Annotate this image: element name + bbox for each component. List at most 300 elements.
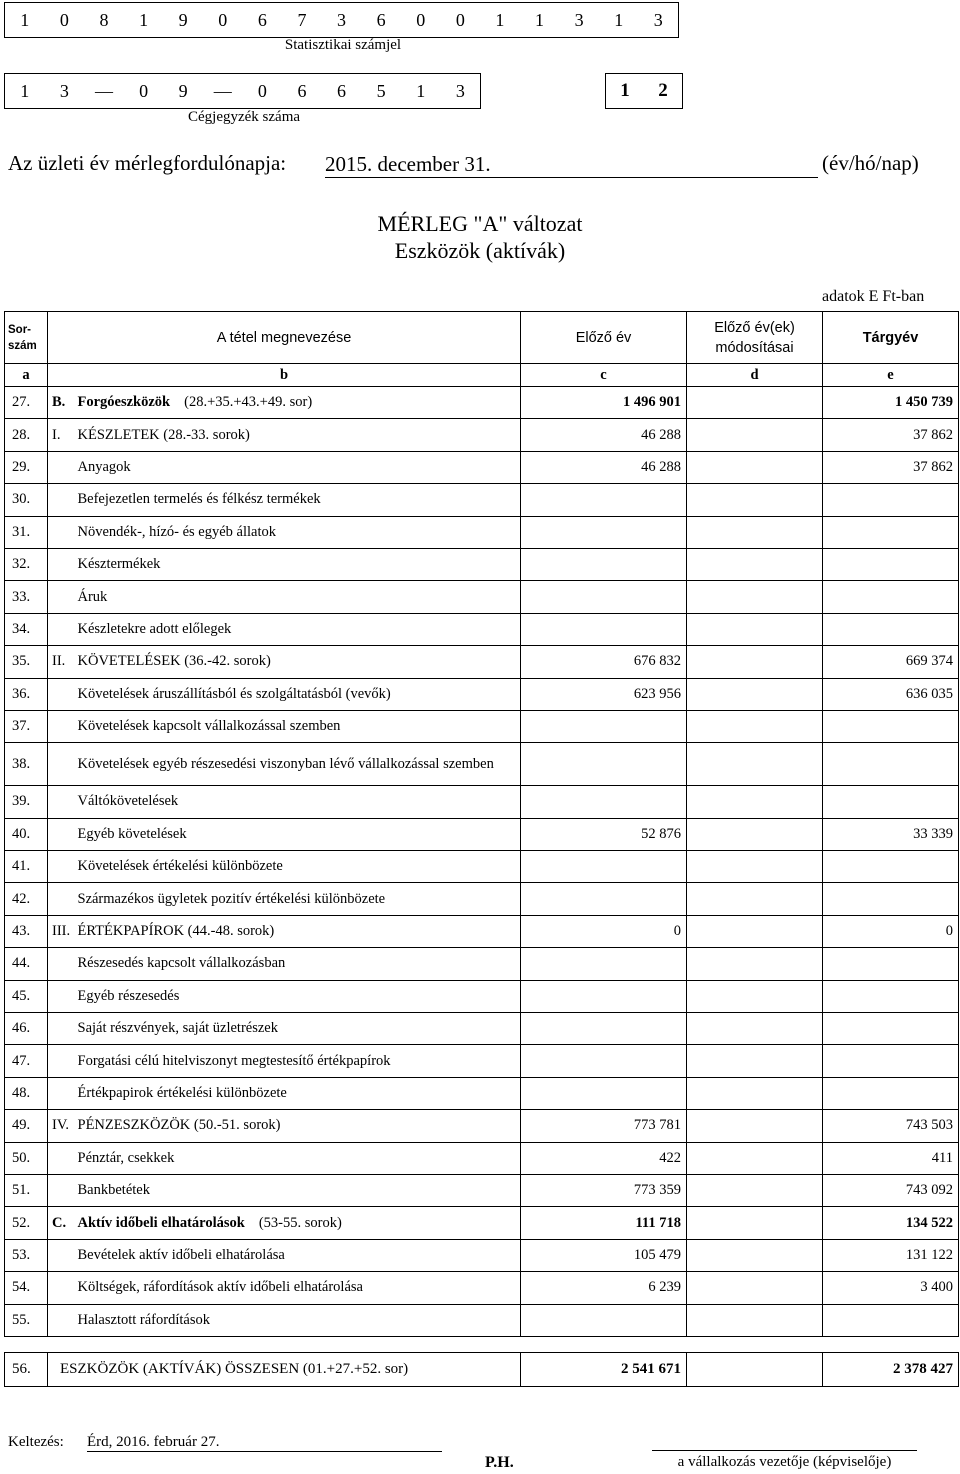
row-curr-value: 37 862 xyxy=(823,451,959,483)
row-roman xyxy=(48,1272,76,1304)
row-curr-value xyxy=(823,1077,959,1109)
table-row xyxy=(5,484,959,516)
row-curr-value: 134 522 xyxy=(823,1207,959,1239)
row-prev-value: 46 288 xyxy=(521,419,687,451)
keltezes-label: Keltezés: xyxy=(8,1434,64,1450)
row-mod-value xyxy=(687,1110,823,1142)
digit-cell: 9 xyxy=(178,10,188,30)
row-curr-value xyxy=(823,581,959,613)
row-name-text: Áruk xyxy=(77,588,108,605)
row-prev-value xyxy=(521,581,687,613)
row-name-text: Pénztár, csekkek xyxy=(77,1149,175,1166)
row-roman xyxy=(48,548,76,580)
digit-cell: — xyxy=(94,81,113,101)
row-prev-value xyxy=(521,516,687,548)
row-prev-value xyxy=(521,1045,687,1077)
row-roman xyxy=(48,743,76,786)
row-mod-value xyxy=(687,1239,823,1271)
row-number: 28. xyxy=(5,419,48,451)
unit-label: adatok E Ft-ban xyxy=(822,288,925,305)
row-mod-value xyxy=(687,948,823,980)
row-roman: IV. xyxy=(48,1110,76,1142)
signer-label: a vállalkozás vezetője (képviselője) xyxy=(677,1454,892,1470)
row-number: 32. xyxy=(5,548,48,580)
row-mod-value xyxy=(687,710,823,742)
row-curr-value xyxy=(823,1013,959,1045)
row-name-text: Forgóeszközök xyxy=(77,394,171,411)
row-number: 38. xyxy=(5,743,48,786)
col-letter-b: b xyxy=(48,364,521,387)
col-letter-c: c xyxy=(521,364,687,387)
table-row xyxy=(5,915,959,947)
table-row xyxy=(5,548,959,580)
table-row xyxy=(5,1239,959,1271)
digit-cell: 3 xyxy=(337,10,347,30)
row-name-text: Aktív időbeli elhatárolások xyxy=(77,1214,245,1231)
digit-cell: 0 xyxy=(416,10,426,30)
digit-cell: 1 xyxy=(495,10,505,30)
row-name xyxy=(76,915,521,947)
row-mod-value xyxy=(687,1272,823,1304)
row-mod-value xyxy=(687,743,823,786)
row-name xyxy=(76,581,521,613)
table-row xyxy=(5,883,959,915)
row-prev-value xyxy=(521,1013,687,1045)
table-row xyxy=(5,1045,959,1077)
row-name-text: Váltókövetelések xyxy=(77,793,179,810)
row-mod-value xyxy=(687,678,823,710)
row-roman xyxy=(48,1045,76,1077)
row-roman xyxy=(48,1239,76,1271)
company-reg-label: Cégjegyzék száma xyxy=(187,109,301,125)
table-row xyxy=(5,1174,959,1206)
row-roman xyxy=(48,948,76,980)
row-number: 42. xyxy=(5,883,48,915)
table-row xyxy=(5,743,959,786)
row-mod-value xyxy=(687,818,823,850)
row-curr-value xyxy=(823,948,959,980)
digit-cell: 5 xyxy=(376,81,386,101)
row-roman xyxy=(48,516,76,548)
digit-cell: 7 xyxy=(297,10,307,30)
row-number: 36. xyxy=(5,678,48,710)
row-name xyxy=(76,980,521,1012)
row-mod-value xyxy=(687,646,823,678)
row-name xyxy=(76,1304,521,1336)
ph-label: P.H. xyxy=(485,1454,514,1471)
row-prev-value: 773 781 xyxy=(521,1110,687,1142)
row-prev-value xyxy=(521,786,687,818)
row-name xyxy=(76,1272,521,1304)
company-reg-extra-boxes xyxy=(605,73,683,109)
row-name-text: Értékpapirok értékelési különbözete xyxy=(77,1085,287,1101)
row-prev-value: 46 288 xyxy=(521,451,687,483)
row-number: 30. xyxy=(5,484,48,516)
digit-cell: 1 xyxy=(614,10,624,30)
row-number: 55. xyxy=(5,1304,48,1336)
table-row xyxy=(5,818,959,850)
row-name-text: Anyagok xyxy=(77,458,131,475)
total-table xyxy=(4,1352,959,1387)
table-row xyxy=(5,1272,959,1304)
row-name-text: Egyéb követelések xyxy=(77,825,187,842)
balance-date-value: 2015. december 31. xyxy=(325,151,818,178)
row-mod-value xyxy=(687,1207,823,1239)
row-name xyxy=(76,851,521,883)
row-number: 45. xyxy=(5,980,48,1012)
row-number: 48. xyxy=(5,1077,48,1109)
digit-cell: 3 xyxy=(653,10,663,30)
row-mod-value xyxy=(687,387,823,419)
table-row xyxy=(5,710,959,742)
table-row xyxy=(5,1304,959,1336)
row-prev-value xyxy=(521,1077,687,1109)
row-number: 52. xyxy=(5,1207,48,1239)
keltezes-value: Érd, 2016. február 27. xyxy=(87,1434,442,1452)
row-mod-value xyxy=(687,1013,823,1045)
row-name-text: Befejezetlen termelés és félkész termékek xyxy=(77,491,321,508)
digit-cell: 2 xyxy=(658,80,668,101)
digit-cell: 8 xyxy=(99,10,109,30)
row-prev-value: 422 xyxy=(521,1142,687,1174)
row-name xyxy=(76,786,521,818)
row-prev-value xyxy=(521,948,687,980)
row-prev-value xyxy=(521,851,687,883)
row-roman: I. xyxy=(48,419,76,451)
col-header-mod: Előző év(ek) módosításai xyxy=(687,312,823,364)
row-number: 44. xyxy=(5,948,48,980)
row-number: 50. xyxy=(5,1142,48,1174)
row-name xyxy=(76,646,521,678)
row-name-text: ÉRTÉKPAPÍROK (44.-48. sorok) xyxy=(77,923,275,940)
table-row xyxy=(5,1142,959,1174)
table-row xyxy=(5,678,959,710)
row-name xyxy=(76,1045,521,1077)
row-name xyxy=(76,1110,521,1142)
digit-cell: 1 xyxy=(139,10,149,30)
table-row xyxy=(5,387,959,419)
row-curr-value xyxy=(823,1045,959,1077)
table-header-row xyxy=(5,312,959,364)
digit-cell: 3 xyxy=(455,81,465,101)
row-number: 29. xyxy=(5,451,48,483)
col-letter-d: d xyxy=(687,364,823,387)
row-number: 54. xyxy=(5,1272,48,1304)
digit-cell: 6 xyxy=(257,10,267,30)
row-name xyxy=(76,818,521,850)
row-mod-value xyxy=(687,1174,823,1206)
row-name-text: Költségek, ráfordítások aktív időbeli elhatárolása xyxy=(77,1279,363,1296)
row-roman xyxy=(48,818,76,850)
col-letter-e: e xyxy=(823,364,959,387)
row-roman xyxy=(48,451,76,483)
row-name xyxy=(76,516,521,548)
row-name xyxy=(76,948,521,980)
digit-cell: 0 xyxy=(257,81,267,101)
digit-cell: 3 xyxy=(574,10,584,30)
stat-number-boxes xyxy=(4,2,679,38)
digit-cell: 1 xyxy=(20,10,30,30)
row-name-text: Követelések kapcsolt vállalkozással szemben xyxy=(77,718,341,735)
total-row-name: ESZKÖZÖK (AKTÍVÁK) ÖSSZESEN (01.+27.+52. sor) xyxy=(48,1353,521,1387)
table-row xyxy=(5,581,959,613)
row-mod-value xyxy=(687,980,823,1012)
row-name-text: Bankbetétek xyxy=(77,1182,150,1199)
row-number: 40. xyxy=(5,818,48,850)
row-curr-value xyxy=(823,743,959,786)
row-name xyxy=(76,1142,521,1174)
row-roman: II. xyxy=(48,646,76,678)
digit-cell: 0 xyxy=(139,81,149,101)
row-curr-value: 33 339 xyxy=(823,818,959,850)
row-roman xyxy=(48,786,76,818)
row-curr-value xyxy=(823,1304,959,1336)
row-prev-value xyxy=(521,1304,687,1336)
row-name-text: Késztermékek xyxy=(77,556,161,573)
row-roman xyxy=(48,1013,76,1045)
total-row-curr: 2 378 427 xyxy=(823,1353,959,1387)
row-curr-value: 636 035 xyxy=(823,678,959,710)
row-roman xyxy=(48,484,76,516)
page-title: MÉRLEG "A" változat xyxy=(377,211,583,236)
row-curr-value xyxy=(823,883,959,915)
row-number: 46. xyxy=(5,1013,48,1045)
digit-cell: 1 xyxy=(535,10,545,30)
stat-number-label: Statisztikai számjel xyxy=(284,37,402,53)
row-roman xyxy=(48,678,76,710)
row-mod-value xyxy=(687,883,823,915)
row-mod-value xyxy=(687,613,823,645)
row-name-text: Egyéb részesedés xyxy=(77,987,180,1004)
row-mod-value xyxy=(687,1304,823,1336)
row-name xyxy=(76,548,521,580)
digit-cell: 0 xyxy=(455,10,465,30)
row-name-extra: (53-55. sorok) xyxy=(258,1214,342,1231)
row-number: 34. xyxy=(5,613,48,645)
table-row xyxy=(5,1013,959,1045)
table-row xyxy=(5,1077,959,1109)
row-prev-value xyxy=(521,710,687,742)
col-header-sorszam: Sor-szám xyxy=(5,312,48,364)
row-mod-value xyxy=(687,1045,823,1077)
row-prev-value: 623 956 xyxy=(521,678,687,710)
row-prev-value xyxy=(521,743,687,786)
row-roman xyxy=(48,613,76,645)
row-roman xyxy=(48,851,76,883)
row-number: 41. xyxy=(5,851,48,883)
row-curr-value xyxy=(823,786,959,818)
row-name xyxy=(76,678,521,710)
row-prev-value: 773 359 xyxy=(521,1174,687,1206)
digit-cell: 6 xyxy=(337,81,347,101)
total-row-mod xyxy=(687,1353,823,1387)
row-prev-value: 105 479 xyxy=(521,1239,687,1271)
balance-table xyxy=(4,311,959,1337)
row-number: 35. xyxy=(5,646,48,678)
row-name xyxy=(76,1239,521,1271)
table-row xyxy=(5,646,959,678)
row-prev-value: 6 239 xyxy=(521,1272,687,1304)
digit-cell: — xyxy=(213,81,232,101)
row-name-text: Származékos ügyletek pozitív értékelési különbözete xyxy=(77,890,386,907)
row-curr-value xyxy=(823,548,959,580)
digit-cell: 1 xyxy=(416,81,426,101)
row-name-text: KÖVETELÉSEK (36.-42. sorok) xyxy=(77,653,271,670)
row-curr-value: 131 122 xyxy=(823,1239,959,1271)
row-number: 33. xyxy=(5,581,48,613)
row-name xyxy=(76,419,521,451)
row-name-text: KÉSZLETEK (28.-33. sorok) xyxy=(77,426,250,443)
digit-cell: 1 xyxy=(620,80,630,101)
row-roman xyxy=(48,1174,76,1206)
digit-cell: 6 xyxy=(297,81,307,101)
row-curr-value: 669 374 xyxy=(823,646,959,678)
row-number: 27. xyxy=(5,387,48,419)
row-roman xyxy=(48,710,76,742)
row-mod-value xyxy=(687,1142,823,1174)
row-number: 49. xyxy=(5,1110,48,1142)
row-number: 47. xyxy=(5,1045,48,1077)
balance-date-format: (év/hó/nap) xyxy=(822,151,919,175)
row-name xyxy=(76,1174,521,1206)
row-name xyxy=(76,743,521,786)
row-prev-value xyxy=(521,883,687,915)
row-curr-value: 1 450 739 xyxy=(823,387,959,419)
row-prev-value: 111 718 xyxy=(521,1207,687,1239)
digit-cell: 0 xyxy=(59,10,69,30)
row-name xyxy=(76,1013,521,1045)
row-name-text: PÉNZESZKÖZÖK (50.-51. sorok) xyxy=(77,1117,281,1134)
col-header-curr: Tárgyév xyxy=(823,312,959,364)
col-letter-a: a xyxy=(5,364,48,387)
row-number: 51. xyxy=(5,1174,48,1206)
row-name xyxy=(76,484,521,516)
row-prev-value xyxy=(521,613,687,645)
row-roman xyxy=(48,581,76,613)
row-name-text: Halasztott ráfordítások xyxy=(77,1311,210,1328)
row-curr-value xyxy=(823,613,959,645)
row-curr-value xyxy=(823,516,959,548)
row-number: 43. xyxy=(5,915,48,947)
row-prev-value: 52 876 xyxy=(521,818,687,850)
total-row-num: 56. xyxy=(5,1353,48,1387)
row-name xyxy=(76,710,521,742)
row-curr-value xyxy=(823,710,959,742)
row-name-text: Követelések áruszállításból és szolgáltatásból (vevők) xyxy=(77,685,391,702)
page-subtitle: Eszközök (aktívák) xyxy=(394,238,566,263)
table-row xyxy=(5,948,959,980)
row-curr-value: 37 862 xyxy=(823,419,959,451)
row-name xyxy=(76,451,521,483)
row-prev-value: 676 832 xyxy=(521,646,687,678)
row-mod-value xyxy=(687,786,823,818)
row-curr-value: 743 092 xyxy=(823,1174,959,1206)
total-row xyxy=(5,1353,959,1387)
row-name xyxy=(76,1207,521,1239)
row-name-text: Forgatási célú hitelviszonyt megtestesítő értékpapírok xyxy=(77,1052,391,1069)
col-header-name: A tétel megnevezése xyxy=(48,312,521,364)
row-mod-value xyxy=(687,851,823,883)
row-curr-value: 411 xyxy=(823,1142,959,1174)
row-name xyxy=(76,883,521,915)
row-roman: B. xyxy=(48,387,76,419)
row-mod-value xyxy=(687,1077,823,1109)
table-row xyxy=(5,851,959,883)
row-curr-value: 743 503 xyxy=(823,1110,959,1142)
row-name xyxy=(76,613,521,645)
row-number: 31. xyxy=(5,516,48,548)
row-roman xyxy=(48,1077,76,1109)
row-name xyxy=(76,1077,521,1109)
row-curr-value xyxy=(823,484,959,516)
row-number: 53. xyxy=(5,1239,48,1271)
row-roman xyxy=(48,1304,76,1336)
row-name-text: Saját részvények, saját üzletrészek xyxy=(77,1020,278,1037)
row-name-text: Részesedés kapcsolt vállalkozásban xyxy=(77,955,286,972)
row-number: 37. xyxy=(5,710,48,742)
column-letters-row xyxy=(5,364,959,387)
table-row xyxy=(5,516,959,548)
row-roman xyxy=(48,1142,76,1174)
row-name-text: Növendék-, hízó- és egyéb állatok xyxy=(77,523,276,540)
row-mod-value xyxy=(687,581,823,613)
row-name-text: Bevételek aktív időbeli elhatárolása xyxy=(77,1246,285,1263)
row-name-extra: (28.+35.+43.+49. sor) xyxy=(184,394,313,411)
col-header-prev: Előző év xyxy=(521,312,687,364)
row-prev-value xyxy=(521,484,687,516)
digit-cell: 3 xyxy=(59,81,69,101)
row-name-text: Készletekre adott előlegek xyxy=(77,620,232,637)
table-row xyxy=(5,1207,959,1239)
digit-cell: 0 xyxy=(218,10,228,30)
digit-cell: 9 xyxy=(178,81,188,101)
row-name-text: Követelések egyéb részesedési viszonyban lévő vállalkozással szemben xyxy=(77,755,494,772)
balance-date-label: Az üzleti év mérlegfordulónapja: xyxy=(8,151,287,175)
signature-line xyxy=(652,1450,917,1451)
row-roman: III. xyxy=(48,915,76,947)
row-name xyxy=(76,387,521,419)
row-curr-value: 0 xyxy=(823,915,959,947)
table-row xyxy=(5,451,959,483)
row-roman xyxy=(48,883,76,915)
row-name-text: Követelések értékelési különbözete xyxy=(77,858,283,875)
row-curr-value: 3 400 xyxy=(823,1272,959,1304)
row-mod-value xyxy=(687,548,823,580)
company-reg-boxes xyxy=(4,73,481,109)
row-prev-value: 0 xyxy=(521,915,687,947)
row-mod-value xyxy=(687,419,823,451)
row-mod-value xyxy=(687,915,823,947)
row-prev-value xyxy=(521,980,687,1012)
row-mod-value xyxy=(687,451,823,483)
row-curr-value xyxy=(823,851,959,883)
row-roman: C. xyxy=(48,1207,76,1239)
row-number: 39. xyxy=(5,786,48,818)
total-row-prev: 2 541 671 xyxy=(521,1353,687,1387)
row-curr-value xyxy=(823,980,959,1012)
table-row xyxy=(5,786,959,818)
row-mod-value xyxy=(687,516,823,548)
row-prev-value: 1 496 901 xyxy=(521,387,687,419)
table-row xyxy=(5,613,959,645)
digit-cell: 1 xyxy=(20,81,30,101)
table-row xyxy=(5,419,959,451)
digit-cell: 6 xyxy=(376,10,386,30)
row-mod-value xyxy=(687,484,823,516)
row-prev-value xyxy=(521,548,687,580)
table-row xyxy=(5,1110,959,1142)
table-row xyxy=(5,980,959,1012)
